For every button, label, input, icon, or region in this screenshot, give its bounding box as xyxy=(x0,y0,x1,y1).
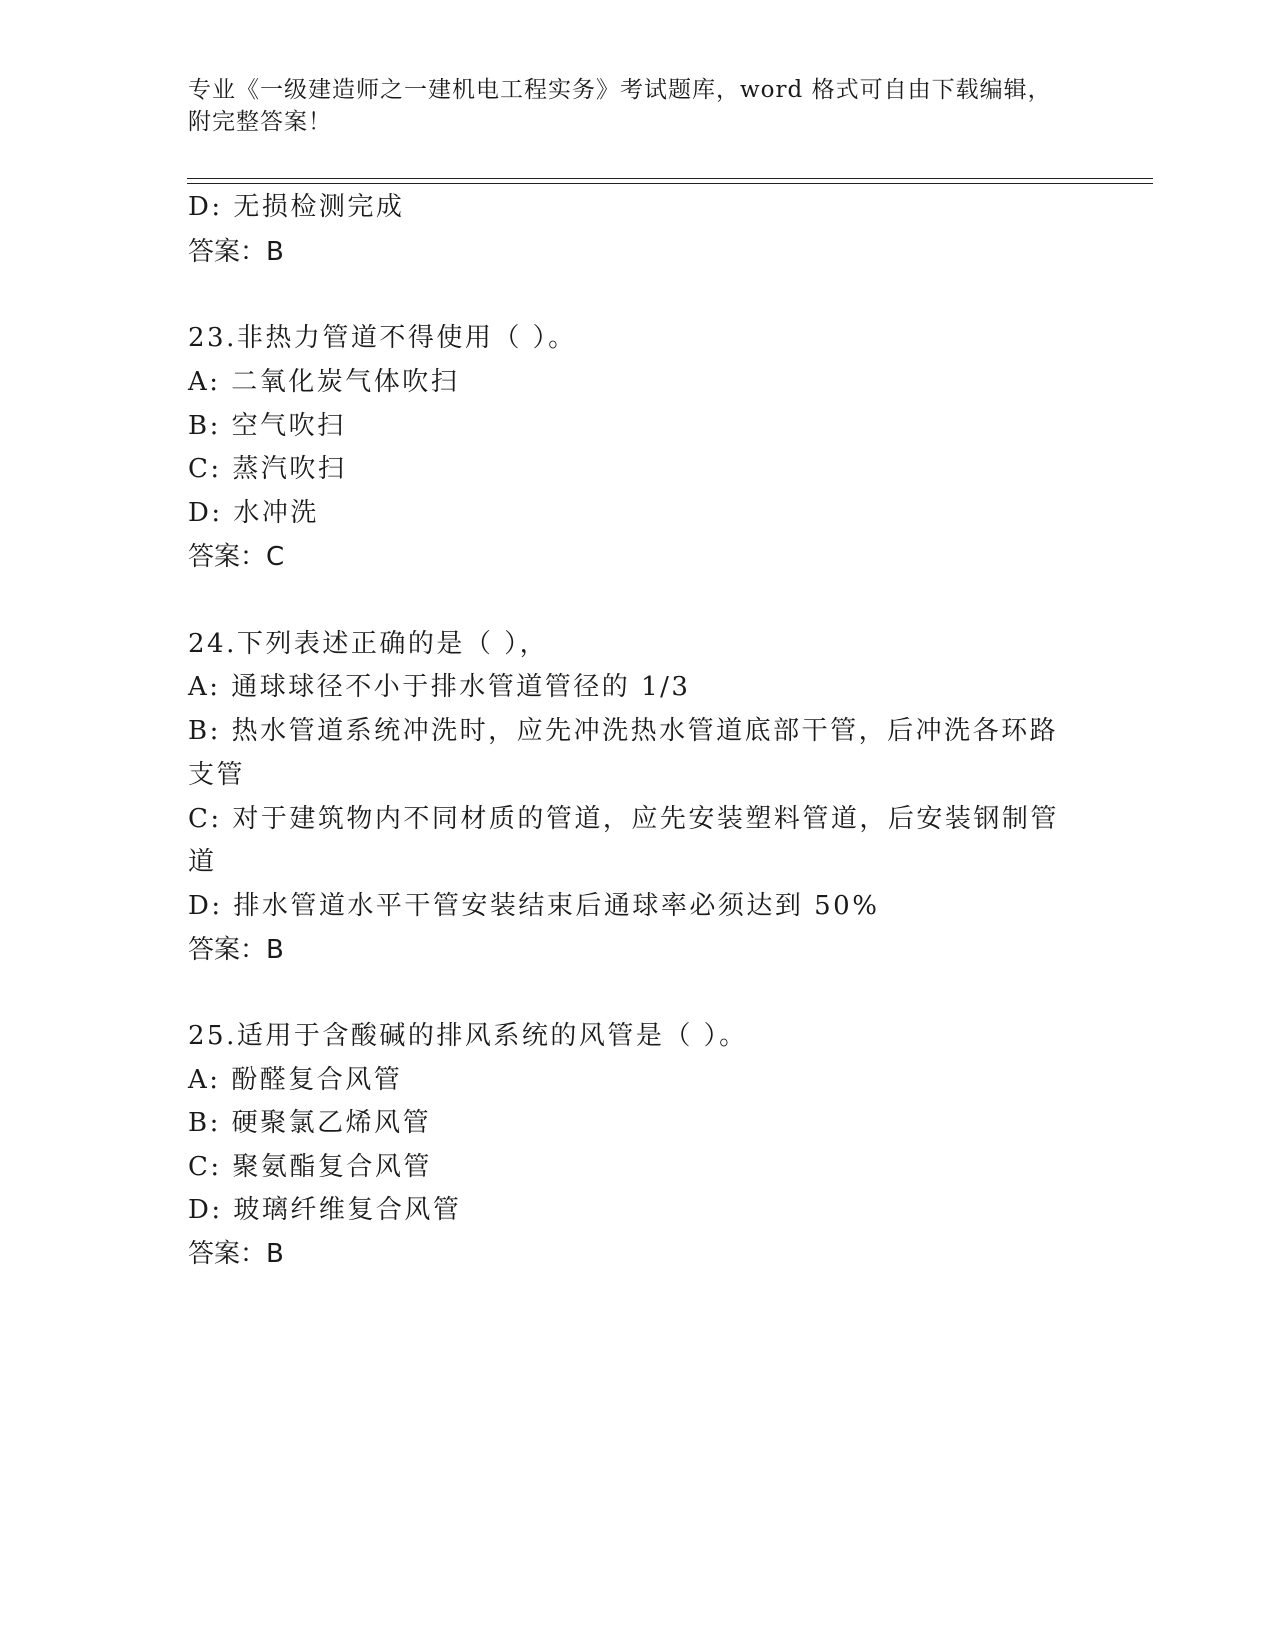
q23-option-d: D: 水冲洗 xyxy=(188,498,319,528)
document-header xyxy=(188,74,1088,138)
q24-option-a: A: 通球球径不小于排水管道管径的 1/3 xyxy=(188,672,691,702)
q25-option-b: B: 硬聚氯乙烯风管 xyxy=(188,1108,432,1138)
q25-answer: 答案：B xyxy=(188,1239,284,1269)
q24-option-b-line1: B: 热水管道系统冲洗时，应先冲洗热水管道底部干管，后冲洗各环路 xyxy=(188,716,1059,746)
prev-option-d: D: 无损检测完成 xyxy=(188,192,405,222)
q25-option-c: C: 聚氨酯复合风管 xyxy=(188,1152,432,1182)
q24-option-c-line1: C: 对于建筑物内不同材质的管道，应先安装塑料管道，后安装钢制管 xyxy=(188,804,1059,834)
q23-answer: 答案：C xyxy=(188,542,285,572)
q25-option-d: D: 玻璃纤维复合风管 xyxy=(188,1195,462,1225)
q23-option-a: A: 二氧化炭气体吹扫 xyxy=(188,367,460,397)
q24-answer: 答案：B xyxy=(188,935,284,965)
header-rule-bottom xyxy=(187,183,1153,184)
q23-option-c: C: 蒸汽吹扫 xyxy=(188,454,347,484)
q24-option-c-line2: 道 xyxy=(188,847,217,877)
q23-question: 23.非热力管道不得使用（ ）。 xyxy=(188,323,577,353)
q25-option-a: A: 酚醛复合风管 xyxy=(188,1065,403,1095)
q23-option-b: B: 空气吹扫 xyxy=(188,411,346,441)
header-line-2: 附完整答案！ xyxy=(188,109,332,135)
q25-question: 25.适用于含酸碱的排风系统的风管是（ ）。 xyxy=(188,1021,748,1051)
q24-question: 24.下列表述正确的是（ ）， xyxy=(188,629,549,659)
header-line-1: 专业《一级建造师之一建机电工程实务》考试题库，word 格式可自由下载编辑， xyxy=(188,77,1052,103)
q24-option-d: D: 排水管道水平干管安装结束后通球率必须达到 50% xyxy=(188,891,880,921)
q24-option-b-line2: 支管 xyxy=(188,760,246,790)
header-rule-top xyxy=(187,178,1153,179)
prev-answer: 答案：B xyxy=(188,237,284,267)
